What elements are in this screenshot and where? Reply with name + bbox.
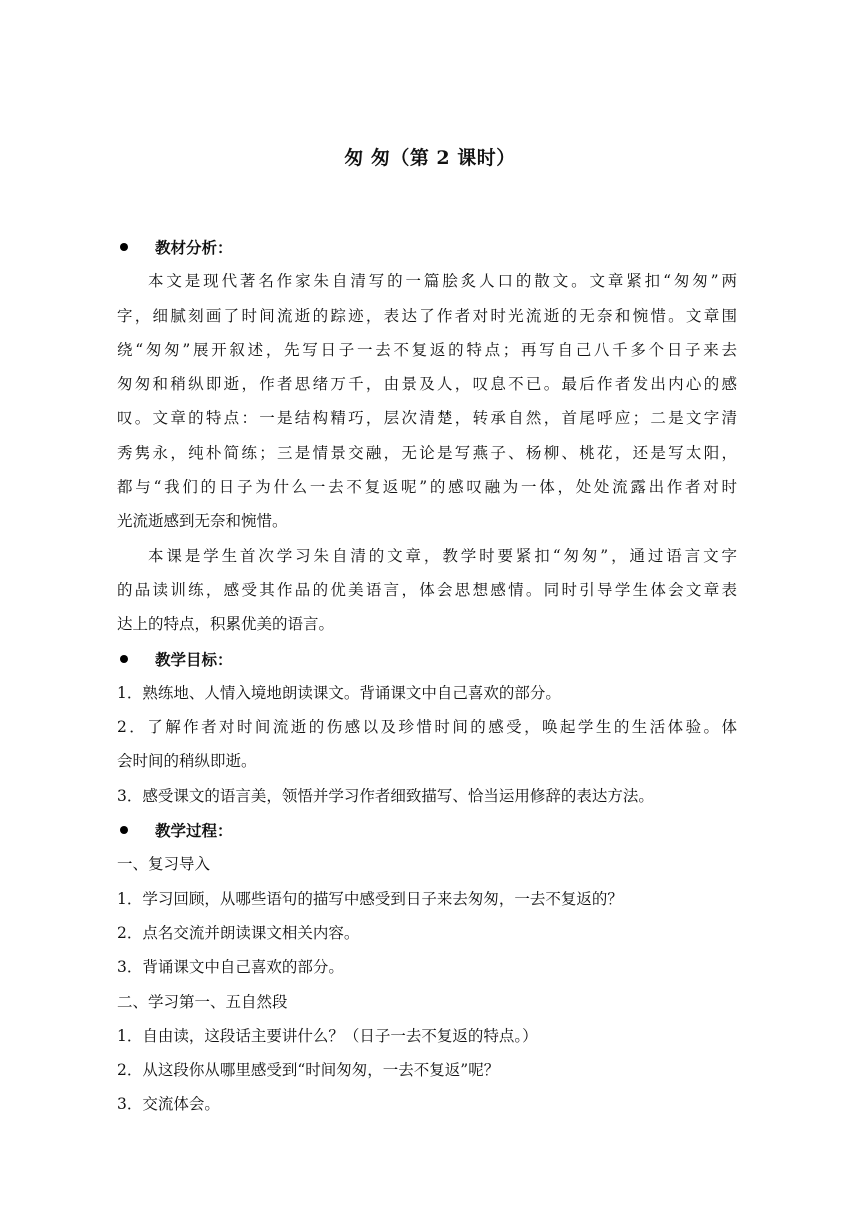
- list-item: 1．学习回顾，从哪些语句的描写中感受到日子来去匆匆，一去不复返的？: [117, 889, 623, 908]
- list-item: 3．感受课文的语言美，领悟并学习作者细致描写、恰当运用修辞的表达方法。: [117, 786, 654, 805]
- list-item: 会时间的稍纵即逝。: [117, 752, 257, 771]
- paragraph-line: 都与“我们的日子为什么一去不复返呢”的感叹融为一体，处处流露出作者对时: [117, 478, 737, 497]
- heading-text: 教学过程：: [155, 821, 233, 841]
- section-heading-process: [117, 813, 737, 847]
- list-item: 1．熟练地、人情入境地朗读课文。背诵课文中自己喜欢的部分。: [117, 683, 561, 702]
- section-heading-analysis: [117, 230, 737, 264]
- list-item: 3．交流体会。: [117, 1095, 220, 1114]
- bullet-icon: [120, 826, 128, 834]
- heading-text: 教学目标：: [155, 649, 233, 669]
- list-item: 一、复习导入: [117, 855, 211, 874]
- bullet-icon: [120, 655, 128, 663]
- list-item: 2．点名交流并朗读课文相关内容。: [117, 923, 360, 942]
- paragraph-line: 字，细腻刻画了时间流逝的踪迹，表达了作者对时光流逝的无奈和惋惜。文章围: [117, 306, 737, 325]
- list-item: 1．自由读，这段话主要讲什么？（日子一去不复返的特点。）: [117, 1026, 538, 1045]
- heading-text: 教材分析：: [155, 238, 233, 258]
- section-heading-goals: [117, 642, 737, 676]
- paragraph-line: 达上的特点，积累优美的语言。: [117, 615, 335, 634]
- list-item: 3．背诵课文中自己喜欢的部分。: [117, 958, 344, 977]
- list-item: 2．从这段你从哪里感受到“时间匆匆，一去不复返”呢？: [117, 1061, 500, 1080]
- bullet-icon: [120, 243, 128, 251]
- paragraph-line: 秀隽永，纯朴简练；三是情景交融，无论是写燕子、杨柳、桃花，还是写太阳，: [117, 443, 737, 462]
- paragraph-line: 匆匆和稍纵即逝，作者思绪万千，由景及人，叹息不已。最后作者发出内心的感: [117, 375, 737, 394]
- paragraph-line: 本课是学生首次学习朱自清的文章，教学时要紧扣“匆匆”，通过语言文字: [148, 546, 737, 565]
- list-item: 2．了解作者对时间流逝的伤感以及珍惜时间的感受，唤起学生的生活体验。体: [117, 718, 737, 737]
- list-item: 二、学习第一、五自然段: [117, 992, 288, 1011]
- paragraph-line: 光流逝感到无奈和惋惜。: [117, 512, 288, 531]
- page-title: 匆 匆（第 2 课时）: [344, 147, 516, 169]
- paragraph-line: 绕“匆匆”展开叙述，先写日子一去不复返的特点；再写自己八千多个日子来去: [117, 340, 737, 359]
- paragraph-line: 叹。文章的特点：一是结构精巧，层次清楚，转承自然，首尾呼应；二是文字清: [117, 409, 737, 428]
- paragraph-line: 本文是现代著名作家朱自清写的一篇脍炙人口的散文。文章紧扣“匆匆”两: [148, 272, 737, 291]
- document-body: [117, 230, 737, 1122]
- paragraph-line: 的品读训练，感受其作品的优美语言，体会思想感情。同时引导学生体会文章表: [117, 580, 737, 599]
